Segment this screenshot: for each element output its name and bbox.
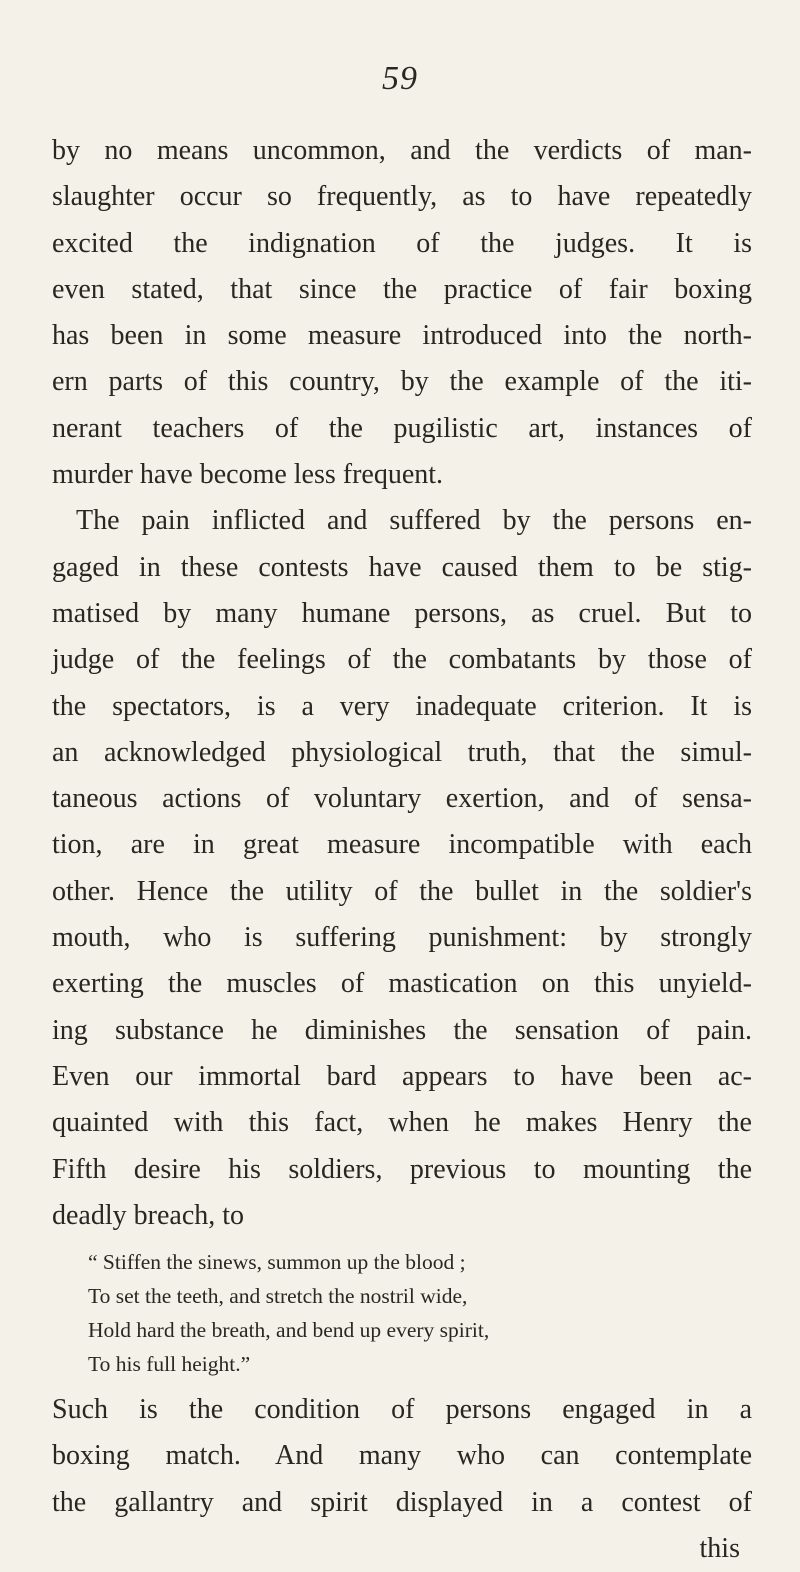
text-line: an acknowledged physiological truth, that the simul- <box>52 736 752 768</box>
body-text <box>52 128 752 1572</box>
text-line: judge of the feelings of the combatants by those of <box>52 644 752 676</box>
text-line: the gallantry and spirit displayed in a contest of <box>52 1486 752 1518</box>
verse-quotation <box>52 1245 752 1381</box>
text-line: matised by many humane persons, as cruel. But to <box>52 597 752 629</box>
text-line: Such is the condition of persons engaged in a <box>52 1394 752 1426</box>
text-line: Fifth desire his soldiers, previous to mounting the <box>52 1153 752 1185</box>
text-line: mouth, who is suffering punishment: by strongly <box>52 922 752 954</box>
text-line: The pain inflicted and suffered by the persons en- <box>76 505 752 537</box>
text-line: murder have become less frequent. <box>52 459 444 491</box>
text-line: boxing match. And many who can contemplate <box>52 1440 752 1472</box>
text-line: Even our immortal bard appears to have been ac- <box>52 1060 752 1092</box>
text-line: tion, are in great measure incompatible with each <box>52 829 752 861</box>
text-line: ing substance he diminishes the sensation of pain. <box>52 1014 752 1046</box>
text-line: even stated, that since the practice of fair boxing <box>52 273 752 305</box>
text-line: deadly breach, to <box>52 1199 245 1231</box>
text-line: taneous actions of voluntary exertion, and of sensa- <box>52 783 752 815</box>
page-number: 59 <box>382 60 418 97</box>
text-line: exerting the muscles of mastication on this unyield- <box>52 968 752 1000</box>
verse-line: To set the teeth, and stretch the nostril wide, <box>88 1284 468 1309</box>
paragraph-1 <box>52 128 752 498</box>
text-line: nerant teachers of the pugilistic art, instances of <box>52 412 752 444</box>
paragraph-2 <box>52 498 752 1239</box>
text-line: other. Hence the utility of the bullet in the soldier's <box>52 875 752 907</box>
text-line: ern parts of this country, by the example of the iti- <box>52 366 752 398</box>
text-line: by no means uncommon, and the verdicts of man- <box>52 135 752 166</box>
text-line: has been in some measure introduced into the north- <box>52 320 752 352</box>
verse-line: To his full height.” <box>88 1352 251 1377</box>
text-line: quainted with this fact, when he makes Henry the <box>52 1107 752 1139</box>
text-line: the spectators, is a very inadequate criterion. It is <box>52 690 752 722</box>
catchword: this <box>699 1533 740 1565</box>
verse-line: “ Stiffen the sinews, summon up the blood ; <box>88 1250 466 1275</box>
verse-line: Hold hard the breath, and bend up every spirit, <box>88 1318 490 1343</box>
text-line: gaged in these contests have caused them to be stig- <box>52 551 752 583</box>
text-line: slaughter occur so frequently, as to have repeatedly <box>52 181 752 213</box>
paragraph-3 <box>52 1387 752 1526</box>
text-line: excited the indignation of the judges. It is <box>52 227 752 259</box>
